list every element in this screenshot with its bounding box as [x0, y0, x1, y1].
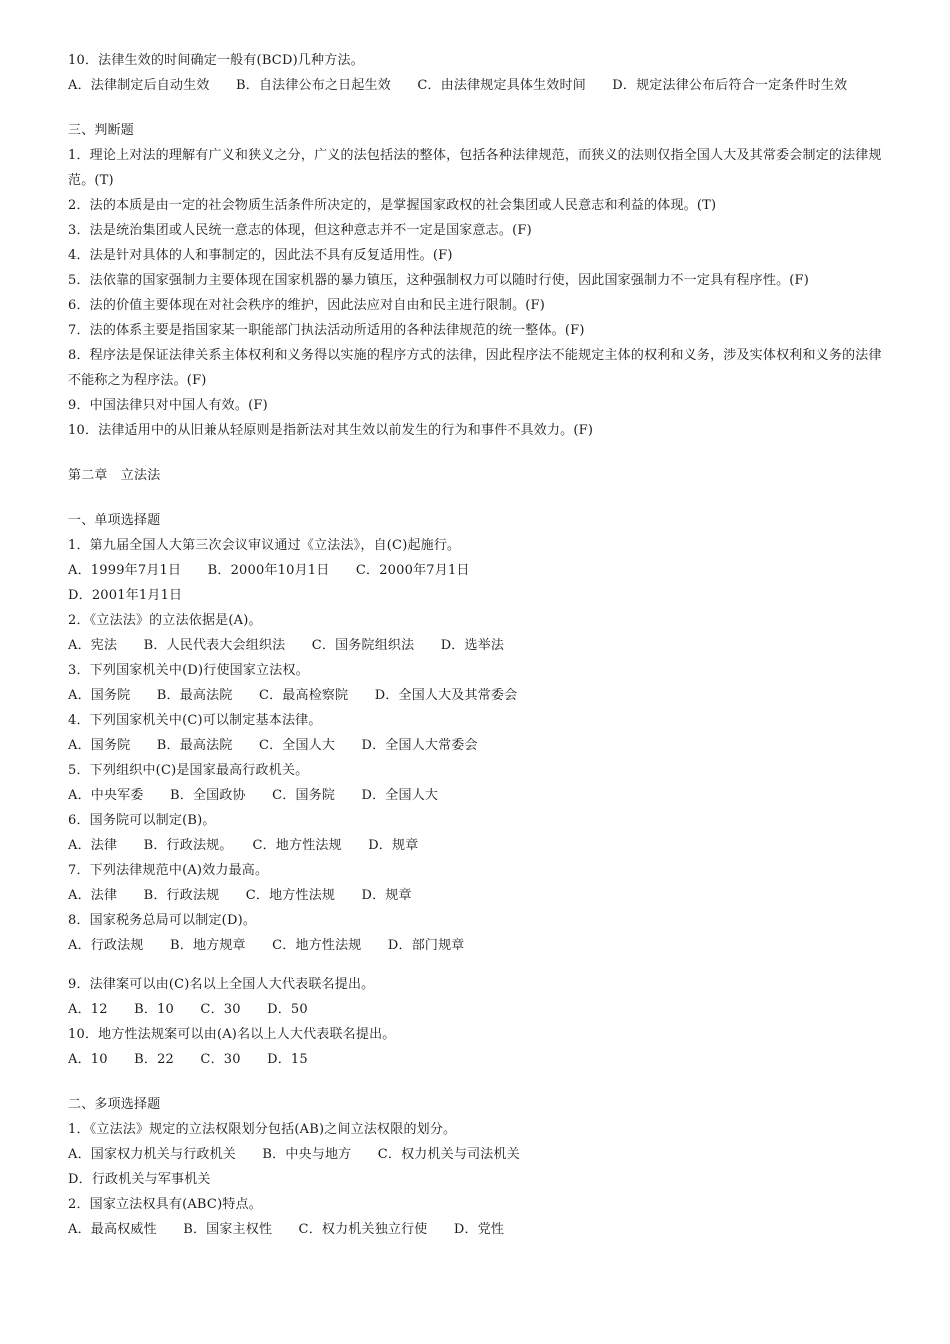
chapter-title: 第二章 立法法 — [68, 468, 161, 483]
mc-question-2: 2．国家立法权具有(ABC)特点。 — [68, 1197, 262, 1212]
sc-question-4-options: A．国务院 B．最高法院 C．全国人大 D．全国人大常委会 — [68, 738, 478, 753]
question-10-options: A．法律制定后自动生效 B．自法律公布之日起生效 C．由法律规定具体生效时间 D．规定法律公布后符合一定条件时生效 — [68, 78, 848, 93]
tf-item-6: 6．法的价值主要体现在对社会秩序的维护，因此法应对自由和民主进行限制。(F) — [68, 298, 546, 313]
tf-item-3: 3．法是统治集团或人民统一意志的体现，但这种意志并不一定是国家意志。(F) — [68, 223, 532, 238]
document-page — [68, 48, 888, 1242]
mc-question-1-options: A．国家权力机关与行政机关 B．中央与地方 C．权力机关与司法机关 — [68, 1147, 520, 1162]
sc-question-2-options: A．宪法 B．人民代表大会组织法 C．国务院组织法 D．选举法 — [68, 638, 505, 653]
tf-item-7: 7．法的体系主要是指国家某一职能部门执法活动所适用的各种法律规范的统一整体。(F) — [68, 323, 585, 338]
blank-line — [68, 98, 888, 118]
tf-item-9: 9．中国法律只对中国人有效。(F) — [68, 398, 268, 413]
sc-question-5: 5．下列组织中(C)是国家最高行政机关。 — [68, 763, 309, 778]
sc-question-8-options: A．行政法规 B．地方规章 C．地方性法规 D．部门规章 — [68, 938, 465, 953]
blank-line — [68, 488, 888, 508]
sc-question-4: 4．下列国家机关中(C)可以制定基本法律。 — [68, 713, 322, 728]
section-heading-true-false: 三、判断题 — [68, 123, 135, 138]
sc-question-10: 10．地方性法规案可以由(A)名以上人大代表联名提出。 — [68, 1027, 396, 1042]
blank-line — [68, 958, 888, 972]
sc-question-8: 8．国家税务总局可以制定(D)。 — [68, 913, 257, 928]
section-heading-multiple-choice: 二、多项选择题 — [68, 1097, 161, 1112]
sc-question-2: 2．《立法法》的立法依据是(A)。 — [68, 613, 262, 628]
sc-question-5-options: A．中央军委 B．全国政协 C．国务院 D．全国人大 — [68, 788, 439, 803]
sc-question-10-options: A．10 B．22 C．30 D．15 — [68, 1052, 308, 1067]
tf-item-10: 10．法律适用中的从旧兼从轻原则是指新法对其生效以前发生的行为和事件不具效力。(F) — [68, 423, 594, 438]
mc-question-2-options: A．最高权威性 B．国家主权性 C．权力机关独立行使 D．党性 — [68, 1222, 505, 1237]
sc-question-3: 3．下列国家机关中(D)行使国家立法权。 — [68, 663, 309, 678]
sc-question-1-options-cont: D．2001年1月1日 — [68, 588, 183, 603]
section-heading-single-choice: 一、单项选择题 — [68, 513, 161, 528]
tf-item-2: 2．法的本质是由一定的社会物质生活条件所决定的，是掌握国家政权的社会集团或人民意志和利益的体现。(T) — [68, 198, 717, 213]
tf-item-1: 1．理论上对法的理解有广义和狭义之分，广义的法包括法的整体，包括各种法律规范，而狭义的法则仅指全国人大及其常委会制定的法律规范。(T) — [68, 148, 882, 188]
sc-question-7-options: A．法律 B．行政法规 C．地方性法规 D．规章 — [68, 888, 412, 903]
blank-line — [68, 1072, 888, 1092]
sc-question-6-options: A．法律 B．行政法规。 C．地方性法规 D．规章 — [68, 838, 419, 853]
mc-question-1-options-cont: D．行政机关与军事机关 — [68, 1172, 211, 1187]
sc-question-1: 1．第九届全国人大第三次会议审议通过《立法法》，自(C)起施行。 — [68, 538, 461, 553]
tf-item-5: 5．法依靠的国家强制力主要体现在国家机器的暴力镇压，这种强制权力可以随时行使，因此国家强制力不一定具有程序性。(F) — [68, 273, 810, 288]
question-10: 10．法律生效的时间确定一般有(BCD)几种方法。 — [68, 53, 364, 68]
tf-item-4: 4．法是针对具体的人和事制定的，因此法不具有反复适用性。(F) — [68, 248, 453, 263]
tf-item-8: 8．程序法是保证法律关系主体权利和义务得以实施的程序方式的法律，因此程序法不能规定主体的权利和义务，涉及实体权利和义务的法律不能称之为程序法。(F) — [68, 348, 882, 388]
sc-question-7: 7．下列法律规范中(A)效力最高。 — [68, 863, 269, 878]
sc-question-6: 6．国务院可以制定(B)。 — [68, 813, 216, 828]
sc-question-9-options: A．12 B．10 C．30 D．50 — [68, 1002, 308, 1017]
sc-question-9: 9．法律案可以由(C)名以上全国人大代表联名提出。 — [68, 977, 375, 992]
sc-question-3-options: A．国务院 B．最高法院 C．最高检察院 D．全国人大及其常委会 — [68, 688, 518, 703]
mc-question-1: 1．《立法法》规定的立法权限划分包括(AB)之间立法权限的划分。 — [68, 1122, 457, 1137]
sc-question-1-options: A．1999年7月1日 B．2000年10月1日 C．2000年7月1日 — [68, 563, 470, 578]
blank-line — [68, 443, 888, 463]
